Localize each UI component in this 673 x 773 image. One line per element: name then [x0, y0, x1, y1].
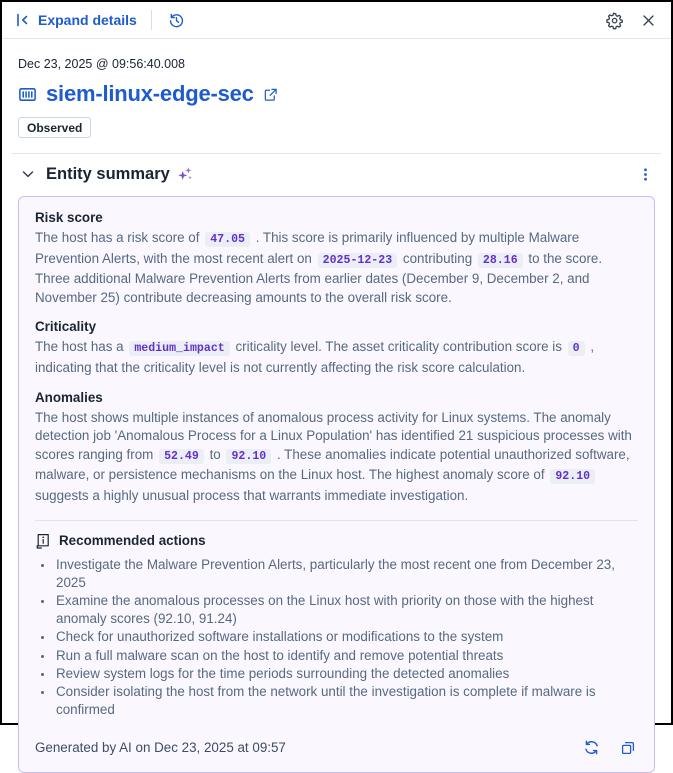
recommended-action-item: • Run a full malware scan on the host to identify and remove potential threats — [54, 647, 638, 665]
copy-button[interactable] — [618, 738, 638, 758]
history-button[interactable] — [166, 10, 187, 31]
entity-summary-panel — [18, 196, 655, 773]
recommended-action-item: • Review system logs for the time periods surrounding the detected anomalies — [54, 665, 638, 683]
inline-code-value: medium_impact — [129, 341, 229, 356]
popout-icon[interactable] — [263, 87, 278, 102]
flyout-body — [2, 39, 671, 773]
summary-collapse-toggle[interactable] — [18, 164, 38, 184]
recommended-actions-list — [35, 556, 638, 720]
summary-title: Entity summary — [46, 164, 170, 183]
summary-footer-actions — [581, 737, 638, 758]
regenerate-button[interactable] — [581, 737, 602, 758]
section-heading: Risk score — [35, 210, 103, 225]
section-heading: Criticality — [35, 319, 97, 335]
inline-code-value: 0 — [568, 341, 585, 356]
flyout-header-left — [15, 10, 604, 31]
expand-details-label: Expand details — [38, 12, 137, 28]
entity-timestamp: Dec 23, 2025 @ 09:56:40.008 — [18, 57, 185, 71]
inline-code-value: 2025-12-23 — [318, 253, 398, 268]
inline-code-value: 28.16 — [478, 253, 523, 268]
section-heading: Anomalies — [35, 389, 103, 405]
recommended-action-item: • Consider isolating the host from the network until the investigation is complete if malware is confirmed — [54, 683, 638, 719]
flyout-header-right — [604, 10, 658, 31]
clock-history-icon — [168, 12, 185, 29]
settings-button[interactable] — [604, 10, 625, 31]
close-button[interactable] — [639, 11, 658, 30]
refresh-icon — [583, 739, 600, 756]
section-paragraph: The host shows multiple instances of anomalous process activity for Linux systems. The anomaly detection job 'Anomalous Process for a Linux Population' has identified 21 suspicious processes with scores ranging from 52.49 to 92.10 . These anomalies indicate potential unauthorized software, malware, or persistence mechanisms on the Linux host. The highest anomaly score of 92.10 suggests a highly unusual process that warrants immediate investigation. — [35, 409, 632, 503]
generated-by-text: Generated by AI on Dec 23, 2025 at 09:57 — [35, 740, 286, 756]
inline-code-value: 92.10 — [550, 469, 595, 484]
flyout-header — [2, 2, 671, 39]
recommended-action-item: • Check for unauthorized software installations or modifications to the system — [54, 628, 638, 646]
header-separator — [151, 10, 152, 30]
recommended-actions-title: Recommended actions — [59, 533, 206, 549]
chevron-down-icon — [20, 166, 36, 182]
summary-sections — [35, 210, 638, 506]
section-paragraph: The host has a risk score of 47.05 . This score is primarily influenced by multiple Malware Prevention Alerts, with the most recent alert on 2025-12-23 contributing 28.16 to the score. Three additional Malware Prevention Alerts from earlier dates (December 9, December 2, and November 25) contribute decreasing amounts to the overall risk score. — [35, 230, 603, 305]
storage-icon — [18, 85, 37, 104]
section-divider — [12, 153, 661, 154]
summary-footer — [35, 737, 638, 758]
gear-icon — [606, 12, 623, 29]
close-icon — [641, 13, 656, 28]
expand-details-button[interactable] — [15, 12, 137, 28]
dots-vertical-icon — [638, 167, 653, 182]
inline-code-value: 52.49 — [159, 449, 204, 464]
copy-icon — [620, 740, 636, 756]
summary-menu-button[interactable] — [636, 165, 655, 184]
section-paragraph: The host has a medium_impact criticality level. The asset criticality contribution score is 0 , indicating that the criticality level is not currently affecting the risk score calculation. — [35, 339, 595, 375]
arrow-start-icon — [15, 12, 31, 28]
documentation-icon — [35, 533, 51, 549]
entity-summary-header — [18, 164, 655, 184]
entity-title-row — [18, 81, 655, 107]
inline-code-value: 92.10 — [226, 449, 271, 464]
inline-code-value: 47.05 — [205, 232, 250, 247]
recommended-action-item: • Investigate the Malware Prevention Alerts, particularly the most recent one from December 23, 2025 — [54, 556, 638, 592]
recommended-action-item: • Examine the anomalous processes on the Linux host with priority on those with the highest anomaly scores (92.10, 91.24) — [54, 592, 638, 628]
panel-divider — [35, 520, 638, 521]
recommended-actions-header — [35, 533, 638, 549]
entity-name-link[interactable]: siem-linux-edge-sec — [46, 81, 254, 106]
sparkles-icon — [176, 165, 194, 183]
status-badge: Observed — [18, 117, 91, 138]
